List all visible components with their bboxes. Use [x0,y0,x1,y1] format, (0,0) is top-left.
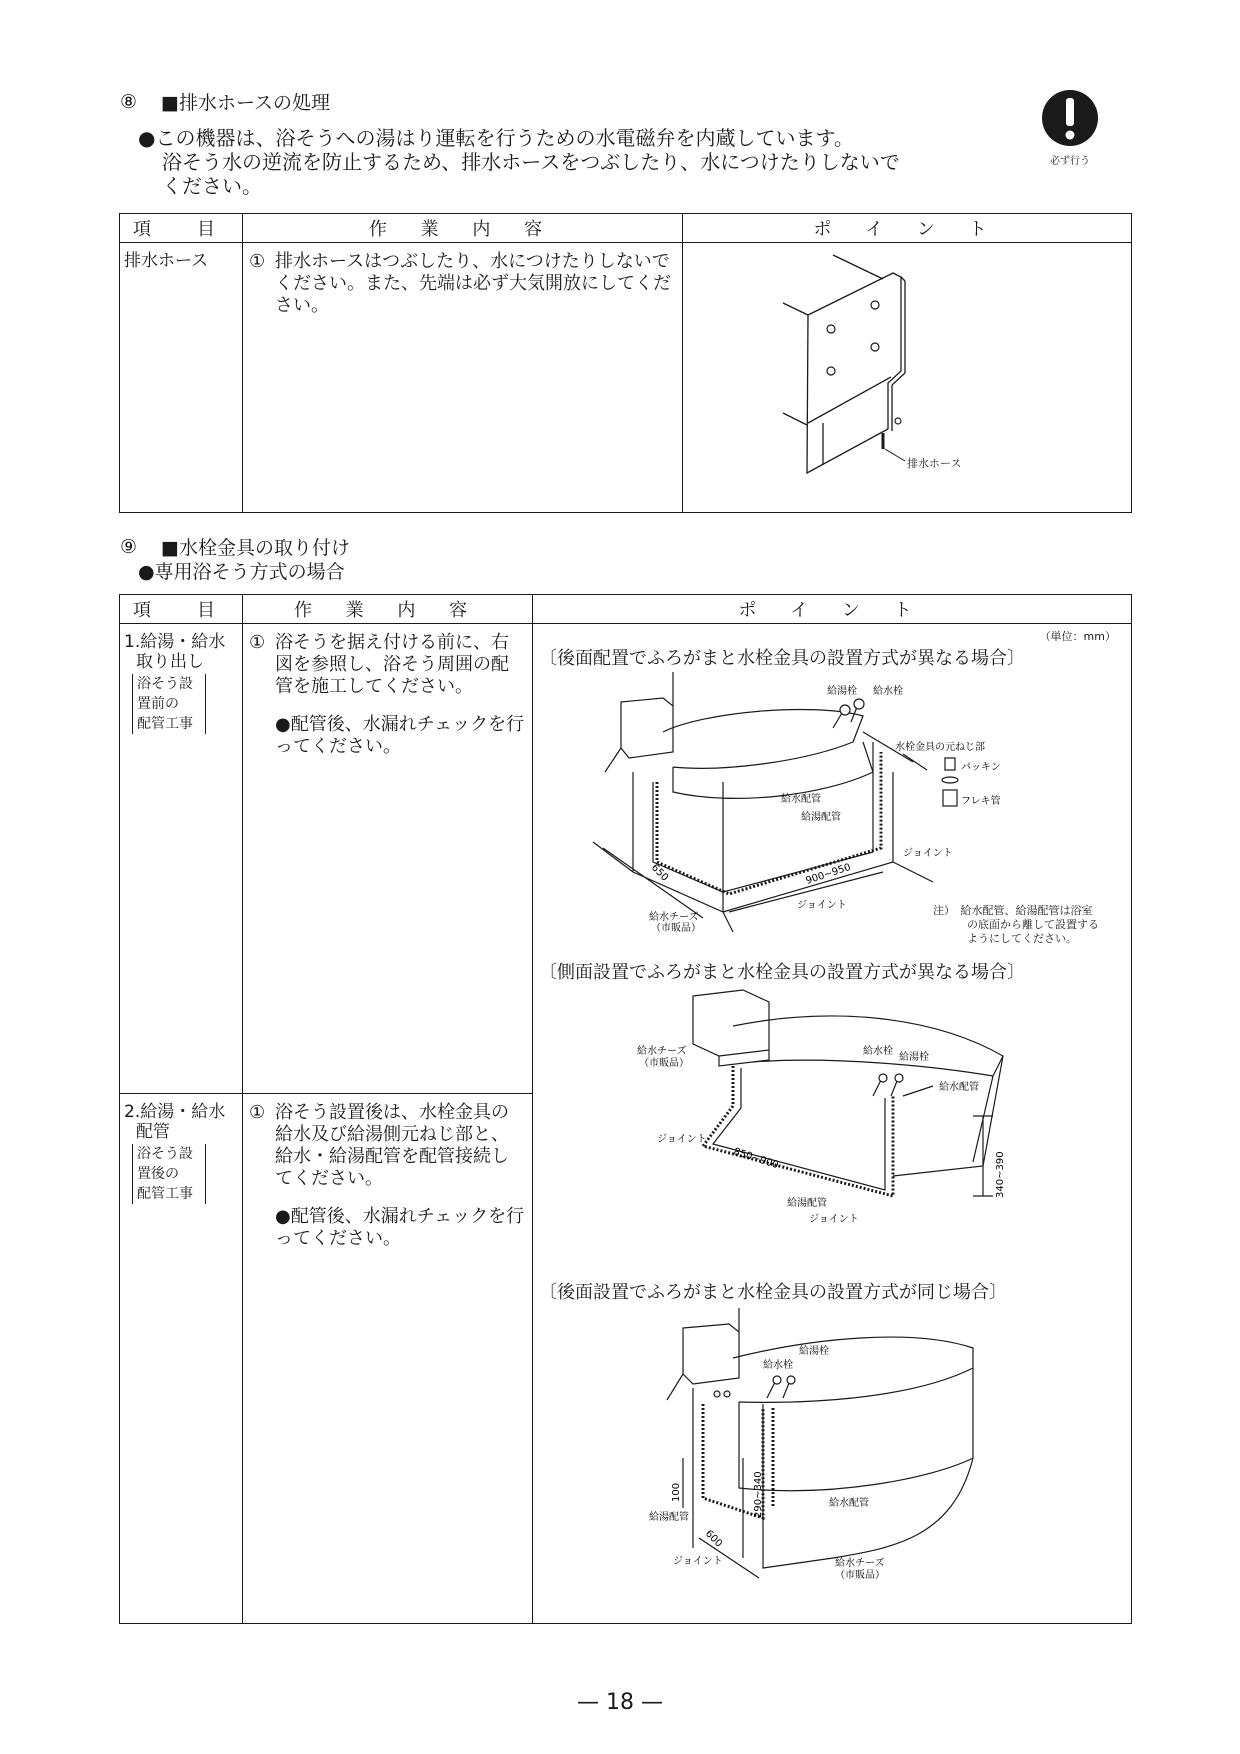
warning-line-2: 浴そう水の逆流を防止するため、排水ホースをつぶしたり、水につけたりしないで [162,150,900,174]
warning-line-3: ください。 [162,174,262,198]
section-8-warning [138,126,900,198]
page-number: — 18 — [577,1690,663,1715]
row-2-step [243,1094,532,1198]
fig3-hot-tap: 給湯栓 [799,1346,829,1357]
fig1-joint-a: ジョイント [903,848,953,859]
fig1-note [933,904,1099,946]
item-1-bracket [132,674,206,734]
header-item: 項 目 [120,595,243,624]
fig1-dim-a: 650 [648,862,671,884]
drain-hose-label: 排水ホース [907,457,962,470]
item-1-line-1: 1.給湯・給水 [124,632,226,652]
item-drain-hose: 排水ホース [124,251,209,271]
fig2-hot-pipe: 給湯配管 [787,1198,827,1209]
mandatory-label: 必ず行う [1050,156,1090,167]
row-2-bullet: ●配管後、水漏れチェックを行ってください。 [275,1206,525,1249]
fig3-rear-same [533,1308,1130,1608]
fig2-joint-a: ジョイント [657,1134,707,1145]
fig1-hot-tap: 給湯栓 [827,686,857,697]
item-supply-takeoff [120,624,242,742]
fig3-cold-pipe: 給水配管 [829,1498,869,1509]
item-2-line-2: 配管 [136,1122,170,1142]
fig2-dim-b: 340~390 [995,1151,1006,1198]
item-2-bracket [132,1144,206,1204]
fig3-dim-c: 600 [702,1528,725,1550]
fig1-hot-pipe: 給湯配管 [801,812,841,823]
section-9-title: ■水栓金具の取り付け [161,537,350,559]
drain-hose-table [119,213,1132,513]
item-1-bracket-2: 置前の [137,696,179,712]
row-1-bullet: ●配管後、水漏れチェックを行ってください。 [275,714,525,757]
fig2-caption: 〔側面設置でふろがまと水栓金具の設置方式が異なる場合〕 [539,962,1025,983]
row-1-step-text: 浴そうを据え付ける前に、右図を参照し、浴そう周囲の配管を施工してください。 [275,632,509,697]
section-8-heading [120,88,330,115]
header-point: ポ イ ン ト [533,595,1132,624]
faucet-install-table [119,594,1132,1624]
section-9-heading [120,533,350,560]
fig3-cold-tap: 給水栓 [763,1360,793,1371]
warning-line-1: ●この機器は、浴そうへの湯はり運転を行うための水電磁弁を内蔵しています。 [138,126,854,150]
fig2-tee-sub: （市販品） [639,1058,689,1069]
item-supply-piping [120,1094,242,1212]
fig1-rear-different [533,672,1130,942]
fig2-tee: 給水チーズ [637,1046,687,1057]
faucet-figures [533,624,1130,1622]
exclamation-icon [1040,88,1100,148]
section-8-number: ⑧ [120,90,138,113]
header-item: 項 目 [120,214,243,243]
fig2-hot-tap: 給湯栓 [899,1052,929,1063]
step-text: 排水ホースはつぶしたり、水につけたりしないでください。また、先端は必ず大気開放にしてください。 [275,251,671,316]
fig2-cold-tap: 給水栓 [863,1046,893,1057]
fig2-side-different [533,986,1130,1256]
fig3-tee-sub: （市販品） [835,1570,885,1581]
item-2-bracket-2: 置後の [137,1166,179,1182]
row-2-step-number: ① [249,1102,266,1123]
fig1-note-1: 注） 給水配管、給湯配管は浴室 [933,904,1093,917]
fig3-hot-pipe: 給湯配管 [649,1512,689,1523]
fig2-joint-b: ジョイント [809,1214,859,1225]
header-work: 作 業 内 容 [243,595,533,624]
fig1-note-3: ようにしてください。 [967,932,1077,945]
drain-hose-step [243,243,682,325]
header-work: 作 業 内 容 [243,214,683,243]
section-9-number: ⑨ [120,535,138,558]
fig2-dim-a: 850~900 [732,1146,780,1172]
fig1-cold-tap: 給水栓 [873,686,903,697]
header-point: ポ イ ン ト [683,214,1132,243]
fig1-cold-pipe: 給水配管 [781,794,821,805]
item-1-bracket-3: 配管工事 [137,716,193,732]
row-1-step-number: ① [249,632,266,653]
fig3-joint: ジョイント [673,1556,723,1567]
section-8-title: ■排水ホースの処理 [161,92,331,114]
row-2-step-text: 浴そう設置後は、水栓金具の給水及び給湯側元ねじ部と、給水・給湯配管を配管接続してください。 [275,1102,509,1189]
section-9-subtitle: ●専用浴そう方式の場合 [138,561,345,583]
mandatory-badge [1040,88,1100,167]
fig1-packing: パッキン [961,762,1001,773]
item-2-line-1: 2.給湯・給水 [124,1102,226,1122]
item-2-bracket-1: 浴そう設 [137,1146,193,1162]
fig1-flex: フレキ管 [961,796,1001,807]
fig1-tee: 給水チーズ [649,912,699,923]
item-1-line-2: 取り出し [136,652,204,672]
fig1-joint-b: ジョイント [797,900,847,911]
fig1-base-thread: 水栓金具の元ねじ部 [895,742,985,753]
fig3-dim-a: 100 [671,1482,682,1502]
unit-label: （単位：mm） [1039,630,1116,643]
fig3-caption: 〔後面設置でふろがまと水栓金具の設置方式が同じ場合〕 [539,1282,1007,1303]
step-number: ① [249,251,266,272]
row-1-step [243,624,532,706]
fig1-dim-b: 900~950 [804,862,853,887]
fig3-dim-b: 290~340 [753,1471,764,1518]
item-1-bracket-1: 浴そう設 [137,676,193,692]
fig1-tee-sub: （市販品） [651,923,701,934]
fig2-cold-pipe: 給水配管 [939,1082,979,1093]
fig3-tee: 給水チーズ [835,1558,885,1569]
fig1-note-2: の底面から離して設置する [967,918,1099,931]
item-2-bracket-3: 配管工事 [137,1186,193,1202]
fig1-caption: 〔後面配置でふろがまと水栓金具の設置方式が異なる場合〕 [539,648,1025,669]
drain-hose-figure [683,243,1129,511]
